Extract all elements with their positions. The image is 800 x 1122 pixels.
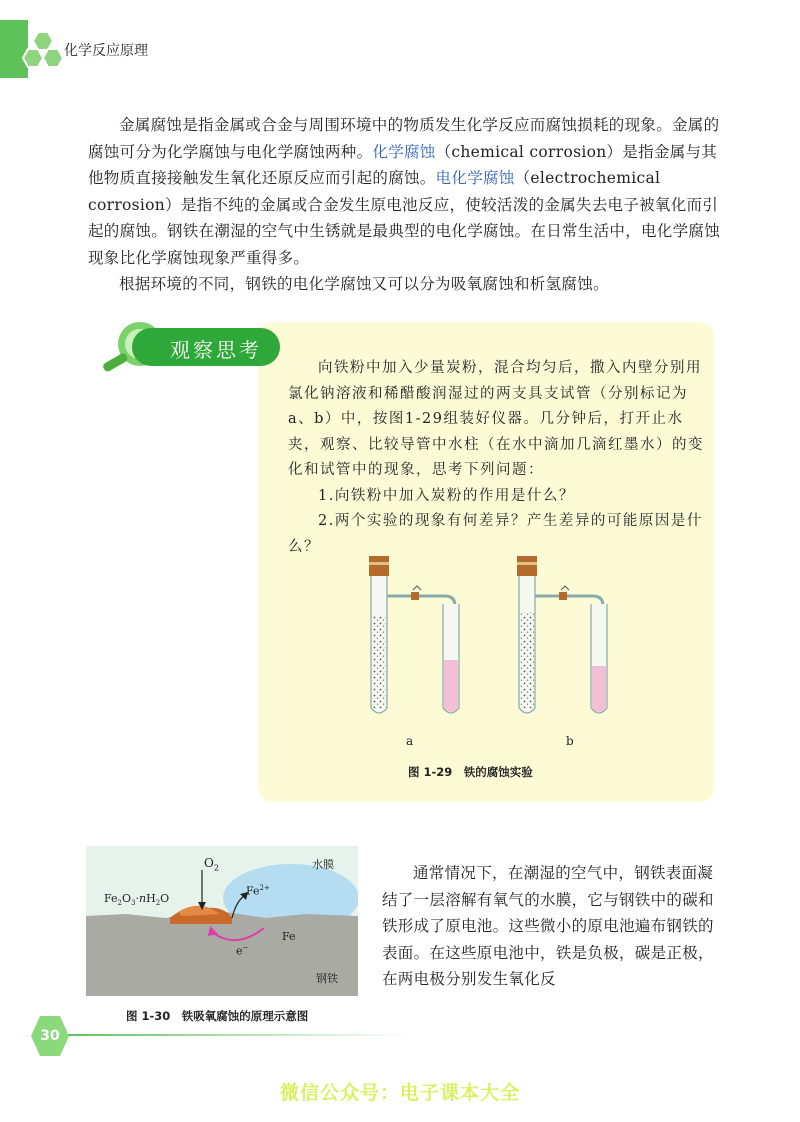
keyword-chemical-corrosion: 化学腐蚀	[372, 142, 436, 161]
question-1: 1.向铁粉中加入炭粉的作用是什么？	[318, 487, 575, 504]
rust-subscript: 2	[155, 899, 161, 908]
fe2-superscript: 2+	[259, 884, 270, 892]
setup-b	[517, 556, 607, 713]
figure-1-29-apparatus	[355, 556, 665, 726]
watermark: 微信公众号：电子课本大全	[279, 1082, 520, 1104]
body-text	[88, 112, 728, 298]
water-film-label: 水膜	[312, 858, 334, 871]
rust-subscript: 2	[117, 899, 123, 908]
text-span: 金属腐蚀是指金属或合金与周围环境中的物质发生化学反应而腐蚀损耗的现象。金属的腐蚀可分为化学腐蚀与电化学腐蚀两种。	[88, 116, 720, 161]
clamp-a	[411, 592, 419, 600]
o2-text: O	[204, 856, 214, 870]
stopper-b	[517, 556, 537, 576]
stopper-a	[369, 556, 389, 576]
rust-text: O	[160, 892, 170, 905]
text-span: （chemical corrosion）是指金属与其他物质直接接触发生氧化还原反应而引起的腐蚀。	[88, 142, 718, 187]
hexagon-logo-icon	[22, 30, 66, 76]
text-span: （electrochemical corrosion）是指不纯的金属或合金发生原电池反应，使较活泼的金属失去电子被氧化而引起的腐蚀。钢铁在潮湿的空气中生锈就是最典型的电化学腐蚀。在日常生活中，电化学腐蚀现象比化学腐蚀现象严重得多。	[88, 169, 721, 267]
fe2-label	[246, 884, 270, 898]
o2-subscript: 2	[213, 863, 219, 873]
figure-1-30-caption: 图 1-30 铁吸氧腐蚀的原理示意图	[126, 1009, 309, 1023]
o2-label	[204, 856, 219, 872]
label-a: a	[406, 734, 414, 748]
electron-label	[236, 944, 248, 958]
observe-text	[288, 356, 708, 560]
paragraph-corrosion-types: 根据环境的不同，钢铁的电化学腐蚀又可以分为吸氧腐蚀和析氢腐蚀。	[119, 275, 609, 293]
rust-subscript: 3	[131, 899, 136, 908]
rust-text: H	[146, 892, 156, 905]
page-line	[60, 1034, 410, 1036]
side-paragraph: 通常情况下，在潮湿的空气中，钢铁表面凝结了一层溶解有氧气的水膜，它与钢铁中的碳和铁形成了原电池。这些微小的原电池遍布钢铁的表面。在这些原电池中，铁是负极，碳是正极，在两电极分别发生氧化反	[382, 864, 714, 988]
clamp-b	[559, 592, 567, 600]
observe-label-text: 观察思考	[170, 338, 262, 362]
rust-n: n	[139, 892, 147, 905]
keyword-electrochemical-corrosion: 电化学腐蚀	[435, 169, 515, 187]
setup-a	[369, 556, 459, 713]
rust-text: Fe	[104, 892, 118, 905]
rust-text: ·	[135, 892, 140, 905]
steel-label: 钢铁	[316, 972, 338, 985]
electron-superscript: −	[242, 944, 249, 952]
observe-think-label	[132, 328, 280, 366]
page-number: 30	[40, 1028, 60, 1044]
electron-text: e	[236, 944, 243, 958]
fe-label: Fe	[282, 930, 296, 943]
rust-formula-label	[104, 892, 169, 907]
rust-text: O	[122, 892, 132, 905]
fe2-text: Fe	[246, 884, 260, 898]
side-text	[382, 860, 720, 993]
observe-intro: 向铁粉中加入少量炭粉，混合均匀后，撒入内壁分别用氯化钠溶液和稀醋酸润湿过的两支具支试管（分别标记为a、b）中，按图1-29组装好仪器。几分钟后，打开止水夹，观察、比较导管中水柱（在水中滴加几滴红墨水）的变化和试管中的现象，思考下列问题：	[288, 360, 704, 478]
paragraph-corrosion-definition	[88, 112, 728, 271]
figure-1-29-caption: 图 1-29 铁的腐蚀实验	[408, 765, 533, 779]
figure-1-30-diagram	[86, 846, 358, 996]
chapter-title: 化学反应原理	[64, 43, 148, 59]
question-2: 2.两个实验的现象有何差异？产生差异的可能原因是什么？	[288, 513, 703, 555]
label-b: b	[566, 734, 574, 748]
